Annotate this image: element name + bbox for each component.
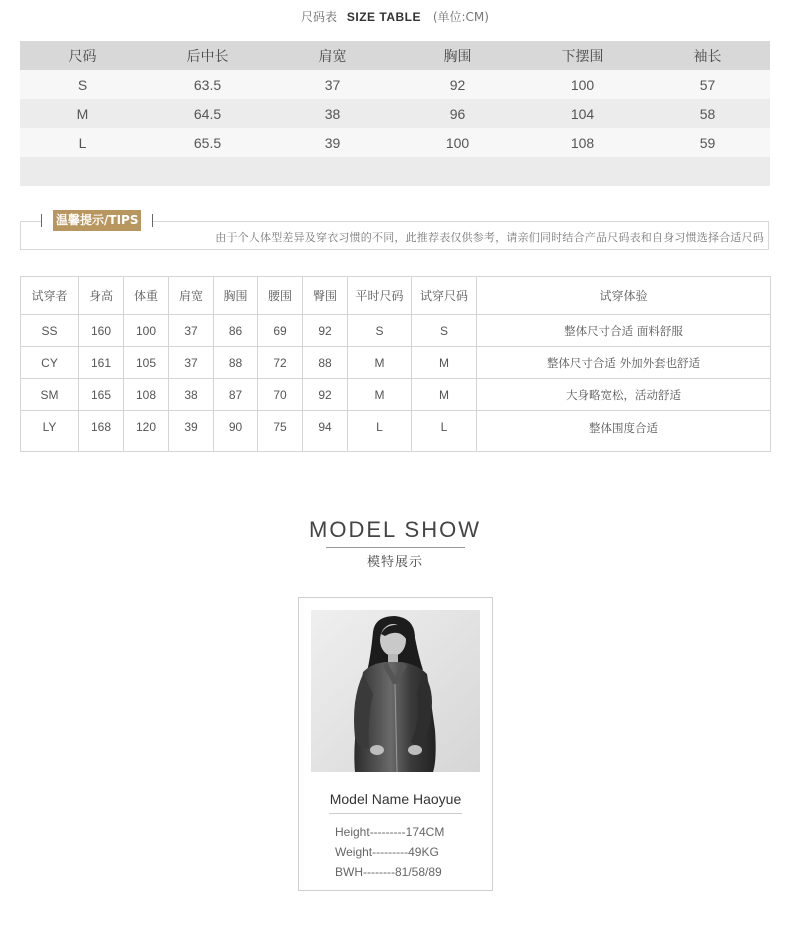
size-row-empty <box>20 157 770 186</box>
try-on-cell: 90 <box>214 411 258 452</box>
try-on-cell: 38 <box>169 379 214 411</box>
try-on-cell: 39 <box>169 411 214 452</box>
model-stat-height <box>335 822 444 842</box>
try-on-cell: SS <box>21 315 79 347</box>
try-on-cell: M <box>348 347 412 379</box>
stat-label: Weight <box>335 845 373 859</box>
try-on-row <box>21 411 771 452</box>
stat-label: Height <box>335 825 370 839</box>
try-on-cell: 92 <box>303 379 348 411</box>
try-on-cell: S <box>412 315 477 347</box>
size-cell: 59 <box>645 128 770 157</box>
try-on-header: 平时尺码 <box>348 277 412 315</box>
stat-value: 81/58/89 <box>394 865 442 879</box>
try-on-header-row <box>21 277 771 315</box>
tips-bracket <box>41 214 42 227</box>
try-on-cell: M <box>348 379 412 411</box>
try-on-cell: 92 <box>303 315 348 347</box>
try-on-cell: 100 <box>124 315 169 347</box>
try-on-cell: 70 <box>258 379 303 411</box>
try-on-cell: 86 <box>214 315 258 347</box>
try-on-table <box>20 276 771 452</box>
try-on-experience: 整体尺寸合适 面料舒服 <box>477 315 771 347</box>
size-row <box>20 128 770 157</box>
stat-dashes: --------- <box>369 825 406 839</box>
size-cell-empty <box>395 157 520 186</box>
model-stat-weight <box>335 842 444 862</box>
try-on-cell: 37 <box>169 315 214 347</box>
try-on-cell: 69 <box>258 315 303 347</box>
size-table <box>20 41 770 186</box>
stat-dashes: --------- <box>372 845 409 859</box>
try-on-cell: LY <box>21 411 79 452</box>
size-table-title-zh: 尺码表 <box>301 10 338 24</box>
size-cell: 64.5 <box>145 99 270 128</box>
stat-value: 174CM <box>405 825 445 839</box>
size-cell: 37 <box>270 70 395 99</box>
try-on-experience: 整体围度合适 <box>477 411 771 452</box>
try-on-header: 身高 <box>79 277 124 315</box>
size-cell: 108 <box>520 128 645 157</box>
model-show-title: MODEL SHOW <box>309 517 481 542</box>
size-cell: 92 <box>395 70 520 99</box>
try-on-cell: 120 <box>124 411 169 452</box>
size-header: 肩宽 <box>270 41 395 70</box>
try-on-cell: S <box>348 315 412 347</box>
size-cell-empty <box>270 157 395 186</box>
try-on-header: 体重 <box>124 277 169 315</box>
size-cell: S <box>20 70 145 99</box>
try-on-cell: 105 <box>124 347 169 379</box>
size-cell: 63.5 <box>145 70 270 99</box>
size-cell: 38 <box>270 99 395 128</box>
model-name: Model Name Haoyue <box>329 791 462 807</box>
try-on-row <box>21 315 771 347</box>
size-cell: 100 <box>520 70 645 99</box>
try-on-header: 肩宽 <box>169 277 214 315</box>
tips-divider <box>152 221 769 222</box>
try-on-cell: 160 <box>79 315 124 347</box>
try-on-cell: 88 <box>303 347 348 379</box>
size-row <box>20 70 770 99</box>
size-cell: 104 <box>520 99 645 128</box>
try-on-cell: 72 <box>258 347 303 379</box>
tips-divider <box>20 221 42 222</box>
size-table-header-row <box>20 41 770 70</box>
model-photo-illustration <box>311 610 480 772</box>
size-header: 下摆围 <box>520 41 645 70</box>
size-cell: 100 <box>395 128 520 157</box>
tips-text: 由于个人体型差异及穿衣习惯的不同，此推荐表仅供参考，请亲们同时结合产品尺码表和自身习惯选择合适尺码 <box>215 231 764 244</box>
stat-dashes: -------- <box>363 865 395 879</box>
size-cell: 39 <box>270 128 395 157</box>
try-on-cell: L <box>412 411 477 452</box>
model-photo <box>311 610 480 772</box>
try-on-experience: 整体尺寸合适 外加外套也舒适 <box>477 347 771 379</box>
size-cell: L <box>20 128 145 157</box>
try-on-cell: 37 <box>169 347 214 379</box>
try-on-cell: 108 <box>124 379 169 411</box>
size-cell: 96 <box>395 99 520 128</box>
size-header: 胸围 <box>395 41 520 70</box>
try-on-cell: 75 <box>258 411 303 452</box>
model-card <box>298 597 493 891</box>
model-name-divider <box>329 813 462 814</box>
size-cell: 57 <box>645 70 770 99</box>
try-on-cell: 87 <box>214 379 258 411</box>
try-on-header: 胸围 <box>214 277 258 315</box>
size-table-title <box>0 8 790 25</box>
model-stats <box>335 822 444 882</box>
model-show-divider <box>326 547 465 548</box>
tips-bracket <box>152 214 153 227</box>
try-on-header: 试穿者 <box>21 277 79 315</box>
try-on-cell: L <box>348 411 412 452</box>
try-on-row <box>21 379 771 411</box>
size-cell-empty <box>645 157 770 186</box>
tips-badge: 温馨提示/TIPS <box>53 210 141 231</box>
size-row <box>20 99 770 128</box>
try-on-cell: 165 <box>79 379 124 411</box>
try-on-cell: 94 <box>303 411 348 452</box>
try-on-cell: SM <box>21 379 79 411</box>
size-cell-empty <box>20 157 145 186</box>
size-header: 尺码 <box>20 41 145 70</box>
size-cell: 65.5 <box>145 128 270 157</box>
try-on-experience: 大身略宽松，活动舒适 <box>477 379 771 411</box>
size-cell-empty <box>520 157 645 186</box>
size-cell: 58 <box>645 99 770 128</box>
try-on-header: 臀围 <box>303 277 348 315</box>
size-table-title-en: SIZE TABLE <box>346 10 421 24</box>
stat-label: BWH <box>335 865 363 879</box>
try-on-cell: M <box>412 347 477 379</box>
size-cell-empty <box>145 157 270 186</box>
try-on-cell: 88 <box>214 347 258 379</box>
stat-value: 49KG <box>408 845 439 859</box>
size-header: 袖长 <box>645 41 770 70</box>
try-on-row <box>21 347 771 379</box>
try-on-header: 试穿体验 <box>477 277 771 315</box>
size-cell: M <box>20 99 145 128</box>
model-stat-bwh <box>335 862 444 882</box>
try-on-header: 腰围 <box>258 277 303 315</box>
try-on-cell: 161 <box>79 347 124 379</box>
model-show-subtitle: 模特展示 <box>366 555 423 570</box>
size-table-unit: (单位:CM) <box>432 10 489 24</box>
try-on-cell: CY <box>21 347 79 379</box>
size-header: 后中长 <box>145 41 270 70</box>
try-on-header: 试穿尺码 <box>412 277 477 315</box>
try-on-cell: 168 <box>79 411 124 452</box>
try-on-cell: M <box>412 379 477 411</box>
